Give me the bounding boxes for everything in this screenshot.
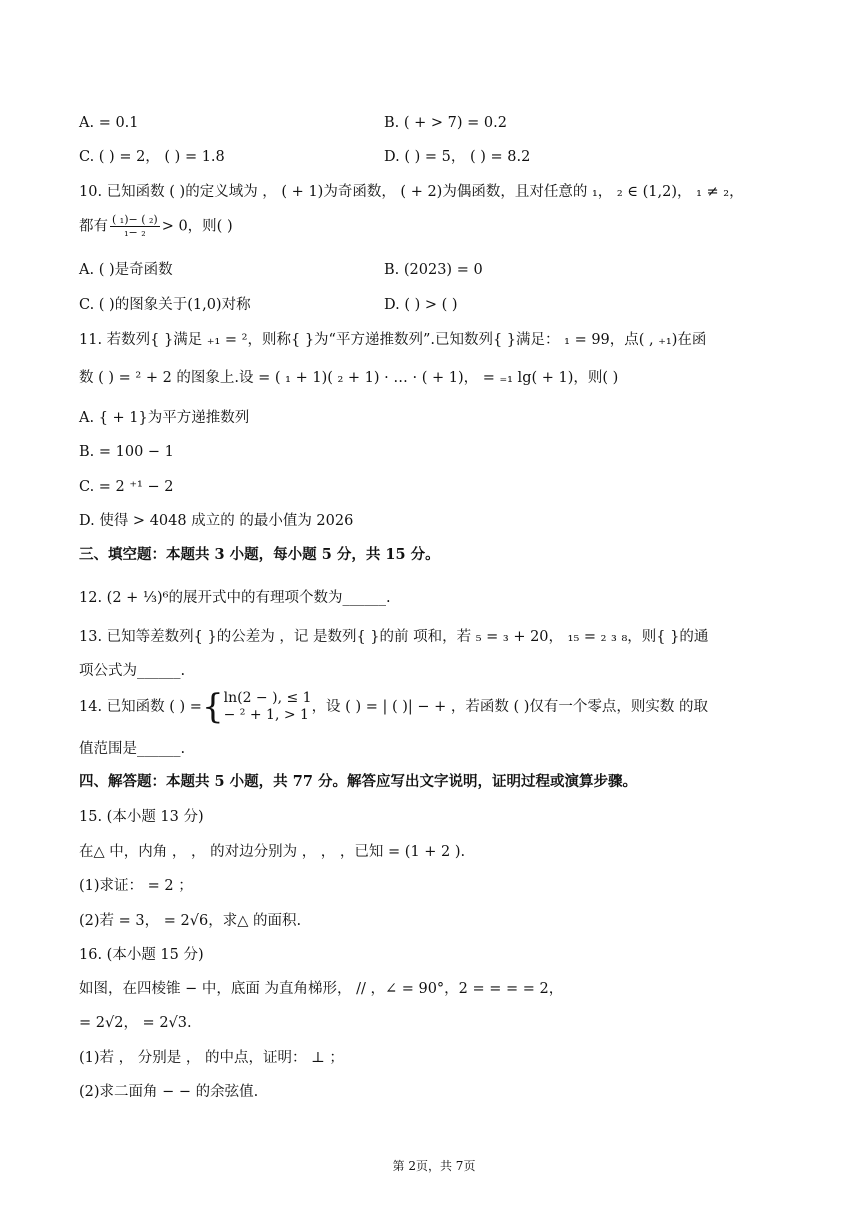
q15-stem: 在△ 中，内角 ， ， 的对边分别为 ， ， ，已知 = (1 + 2 ). bbox=[79, 844, 466, 860]
q9-option-a: A. = 0.1 bbox=[79, 115, 139, 131]
q9-option-d: D. ( ) = 5， ( ) = 8.2 bbox=[384, 149, 531, 165]
q13-stem-line1: 13. 已知等差数列{ }的公差为 ，记 是数列{ }的前 项和，若 ₅ = ₃ + 20， ₁₅ = ₂ ₃ ₈，则{ }的通 bbox=[79, 629, 709, 645]
q11-option-d: D. 使得 > 4048 成立的 的最小值为 2026 bbox=[79, 513, 354, 529]
q14-case-2: − ² + 1, > 1 bbox=[223, 707, 309, 723]
q10-stem-line1: 10. 已知函数 ( )的定义域为 ， ( + 1)为奇函数， ( + 2)为偶函数，且对任意的 ₁， ₂ ∈ (1,2)， ₁ ≠ ₂， bbox=[79, 184, 744, 200]
q10-option-b: B. (2023) = 0 bbox=[384, 262, 483, 278]
section-4-heading: 四、解答题：本题共 5 小题，共 77 分。解答应写出文字说明，证明过程或演算步骤。 bbox=[79, 773, 637, 790]
q10-stem-suffix: > 0，则( ) bbox=[161, 218, 233, 235]
q10-option-c: C. ( )的图象关于(1,0)对称 bbox=[79, 297, 251, 313]
q14-piecewise-cases bbox=[224, 690, 312, 724]
q10-fraction-numerator: ( ₁)− ( ₂) bbox=[112, 213, 158, 226]
q9-option-b: B. ( + > 7) = 0.2 bbox=[384, 115, 507, 131]
q11-stem-line1: 11. 若数列{ }满足 ₊₁ = ²，则称{ }为“平方递推数列”.已知数列{ }满足： ₁ = 99，点( , ₊₁)在函 bbox=[79, 332, 707, 348]
q14-case-1: ln(2 − ), ≤ 1 bbox=[223, 690, 312, 706]
q15-heading: 15. (本小题 13 分) bbox=[79, 809, 204, 825]
q10-option-d: D. ( ) > ( ) bbox=[384, 297, 458, 313]
q10-fraction bbox=[110, 214, 160, 239]
q16-stem-line2: = 2√2， = 2√3. bbox=[79, 1015, 192, 1031]
q16-part-1: (1)若 ， 分别是 ， 的中点，证明： ⊥ ； bbox=[79, 1050, 344, 1066]
q14-stem-prefix: 14. 已知函数 ( ) = bbox=[79, 699, 202, 715]
q10-stem-line2 bbox=[79, 214, 233, 239]
q15-part-1: (1)求证： = 2 ； bbox=[79, 878, 193, 894]
q15-part-2: (2)若 = 3， = 2√6，求△ 的面积. bbox=[79, 913, 302, 929]
q11-option-b: B. = 100 − 1 bbox=[79, 444, 174, 460]
q16-stem-line1: 如图，在四棱锥 − 中，底面 为直角梯形， // ，∠ = 90°，2 = = = = 2， bbox=[79, 981, 564, 997]
q11-stem-line2: 数 ( ) = ² + 2 的图象上.设 = ( ₁ + 1)( ₂ + 1) · … · ( + 1)， = ₌₁ lg( + 1)，则( ) bbox=[79, 370, 619, 386]
q13-stem-line2: 项公式为______. bbox=[79, 663, 186, 679]
q14-stem-line2: 值范围是______. bbox=[79, 741, 186, 757]
q10-option-a: A. ( )是奇函数 bbox=[79, 262, 173, 278]
q9-option-c: C. ( ) = 2， ( ) = 1.8 bbox=[79, 149, 225, 165]
q14-stem-suffix: ，设 ( ) = | ( )| − + ，若函数 ( )仅有一个零点，则实数 的取 bbox=[311, 699, 709, 715]
q11-option-c: C. = 2 ⁺¹ − 2 bbox=[79, 479, 174, 495]
q12-stem: 12. (2 + ⅓)⁶的展开式中的有理项个数为______. bbox=[79, 590, 391, 606]
q11-option-a: A. { + 1}为平方递推数列 bbox=[79, 410, 250, 426]
section-3-heading: 三、填空题：本题共 3 小题，每小题 5 分，共 15 分。 bbox=[79, 546, 440, 563]
page-footer: 第 2页，共 7页 bbox=[392, 1159, 476, 1173]
q14-stem-line1 bbox=[79, 687, 709, 727]
q10-fraction-denominator: ₁− ₂ bbox=[124, 226, 146, 239]
q16-part-2: (2)求二面角 − − 的余弦值. bbox=[79, 1084, 259, 1100]
q10-stem-prefix: 都有 bbox=[79, 218, 108, 235]
q14-brace: { bbox=[201, 687, 224, 727]
q16-heading: 16. (本小题 15 分) bbox=[79, 947, 204, 963]
